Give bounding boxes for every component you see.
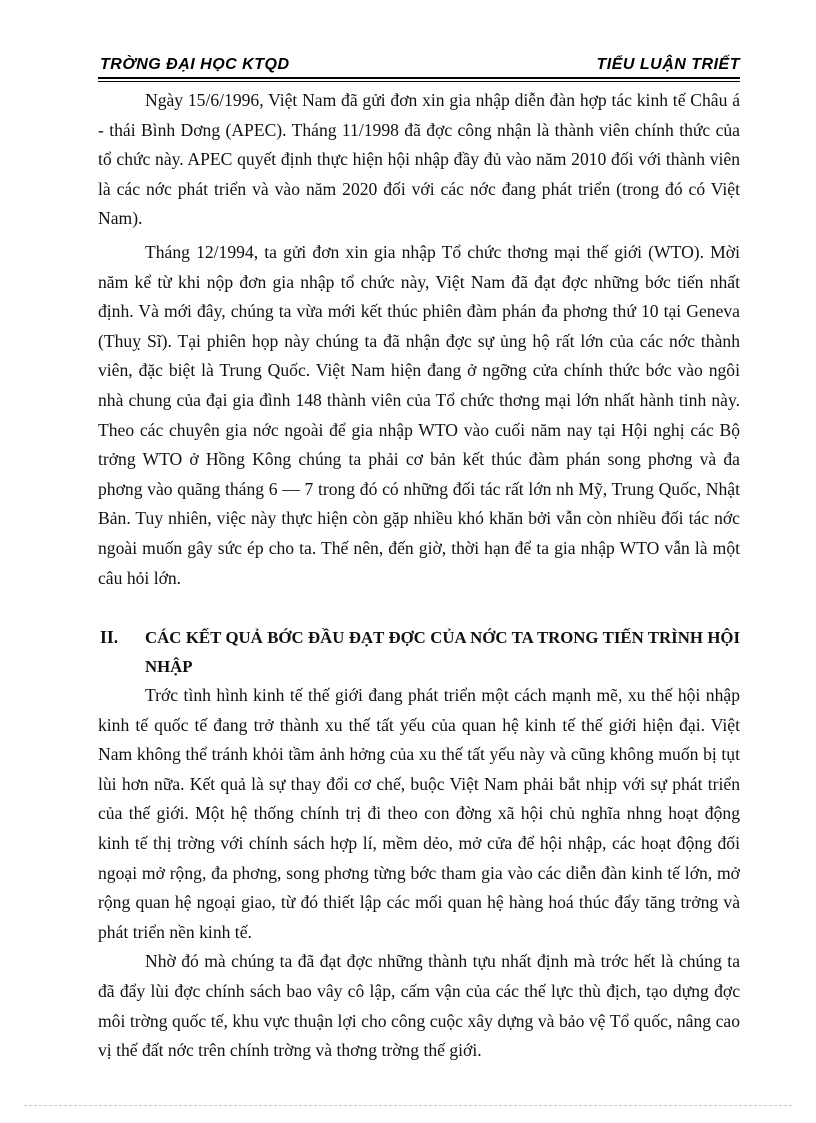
section-title: CÁC KẾT QUẢ BỚC ĐẦU ĐẠT ĐỢC CỦA NỚC TA TRONG TIẾN TRÌNH HỘI NHẬP bbox=[145, 628, 740, 677]
header-document-type: TIỂU LUẬN TRIẾT bbox=[596, 56, 740, 73]
paragraph-integration: Trớc tình hình kinh tế thế giới đang phát triển một cách mạnh mẽ, xu thế hội nhập kinh tế quốc tế đang trở thành xu thế tất yếu của quan hệ kinh tế thế giới hiện đại. Việt Nam không thể tránh khỏi tầm ảnh hởng của xu thế tất yếu này và cũng không muốn bị tụt lùi hơn nữa. Kết quả là sự thay đổi cơ chế, buộc Việt Nam phải bắt nhịp với sự phát triển của thế giới. Một hệ thống chính trị đi theo con đờng xã hội chủ nghĩa nhng hoạt động kinh tế thị trờng với chính sách hợp lí, mềm dẻo, mở cửa để hội nhập, các hoạt động đối ngoại mở rộng, đa phơng, song phơng từng bớc tham gia vào các diễn đàn kinh tế lớn, mở rộng quan hệ ngoại giao, từ đó thiết lập các mối quan hệ hàng hoá thúc đẩy tăng trởng và phát triển nền kinh tế. bbox=[98, 685, 740, 942]
header-rule-thick bbox=[98, 77, 740, 79]
section-number: II. bbox=[100, 627, 119, 648]
page-body bbox=[98, 86, 740, 1066]
header-school-name: TRỜNG ĐẠI HỌC KTQD bbox=[100, 56, 290, 73]
section-heading bbox=[98, 623, 740, 681]
page-header bbox=[98, 52, 740, 82]
header-rule-thin bbox=[98, 81, 740, 82]
paragraph-wto: Tháng 12/1994, ta gửi đơn xin gia nhập Tổ chức thơng mại thế giới (WTO). Mời năm kể từ khi nộp đơn gia nhập tổ chức này, Việt Nam đã đạt đợc những bớc tiến nhất định. Và mới đây, chúng ta vừa mới kết thúc phiên đàm phán đa phơng thứ 10 tại Geneva (Thuỵ Sĩ). Tại phiên họp này chúng ta đã nhận đợc sự ủng hộ rất lớn của các nớc thành viên, đặc biệt là Trung Quốc. Việt Nam hiện đang ở ngỡng cửa chính thức bớc vào ngôi nhà chung của đại gia đình 148 thành viên của Tổ chức thơng mại lớn nhất hành tinh này. Theo các chuyên gia nớc ngoài để gia nhập WTO vào cuối năm nay tại Hội nghị các Bộ trởng WTO ở Hồng Kông chúng ta phải cơ bản kết thúc đàm phán song phơng và đa phơng vào quãng tháng 6 — 7 trong đó có những đối tác rất lớn nh Mỹ, Trung Quốc, Nhật Bản. Tuy nhiên, việc này thực hiện còn gặp nhiều khó khăn bởi vẫn còn nhiều đối tác nớc ngoài muốn gây sức ép cho ta. Thế nên, đến giờ, thời hạn để ta gia nhập WTO vẫn là một câu hỏi lớn. bbox=[98, 241, 740, 588]
paragraph-apec: Ngày 15/6/1996, Việt Nam đã gửi đơn xin gia nhập diễn đàn hợp tác kinh tế Châu á - thái Bình Dơng (APEC). Tháng 11/1998 đã đợc công nhận là thành viên chính thức của tổ chức này. APEC quyết định thực hiện hội nhập đầy đủ vào năm 2010 đối với thành viên là các nớc phát triển và vào năm 2020 đối với các nớc đang phát triển (trong đó có Việt Nam). bbox=[98, 90, 740, 229]
footer-dashed-rule bbox=[24, 1105, 792, 1106]
paragraph-achievements: Nhờ đó mà chúng ta đã đạt đợc những thành tựu nhất định mà trớc hết là chúng ta đã đẩy lùi đợc chính sách bao vây cô lập, cấm vận của các thế lực thù địch, tạo dựng đợc môi trờng quốc tế, khu vực thuận lợi cho công cuộc xây dựng và bảo vệ Tổ quốc, nâng cao vị thế đất nớc trên chính trờng và thơng trờng thế giới. bbox=[98, 951, 740, 1061]
